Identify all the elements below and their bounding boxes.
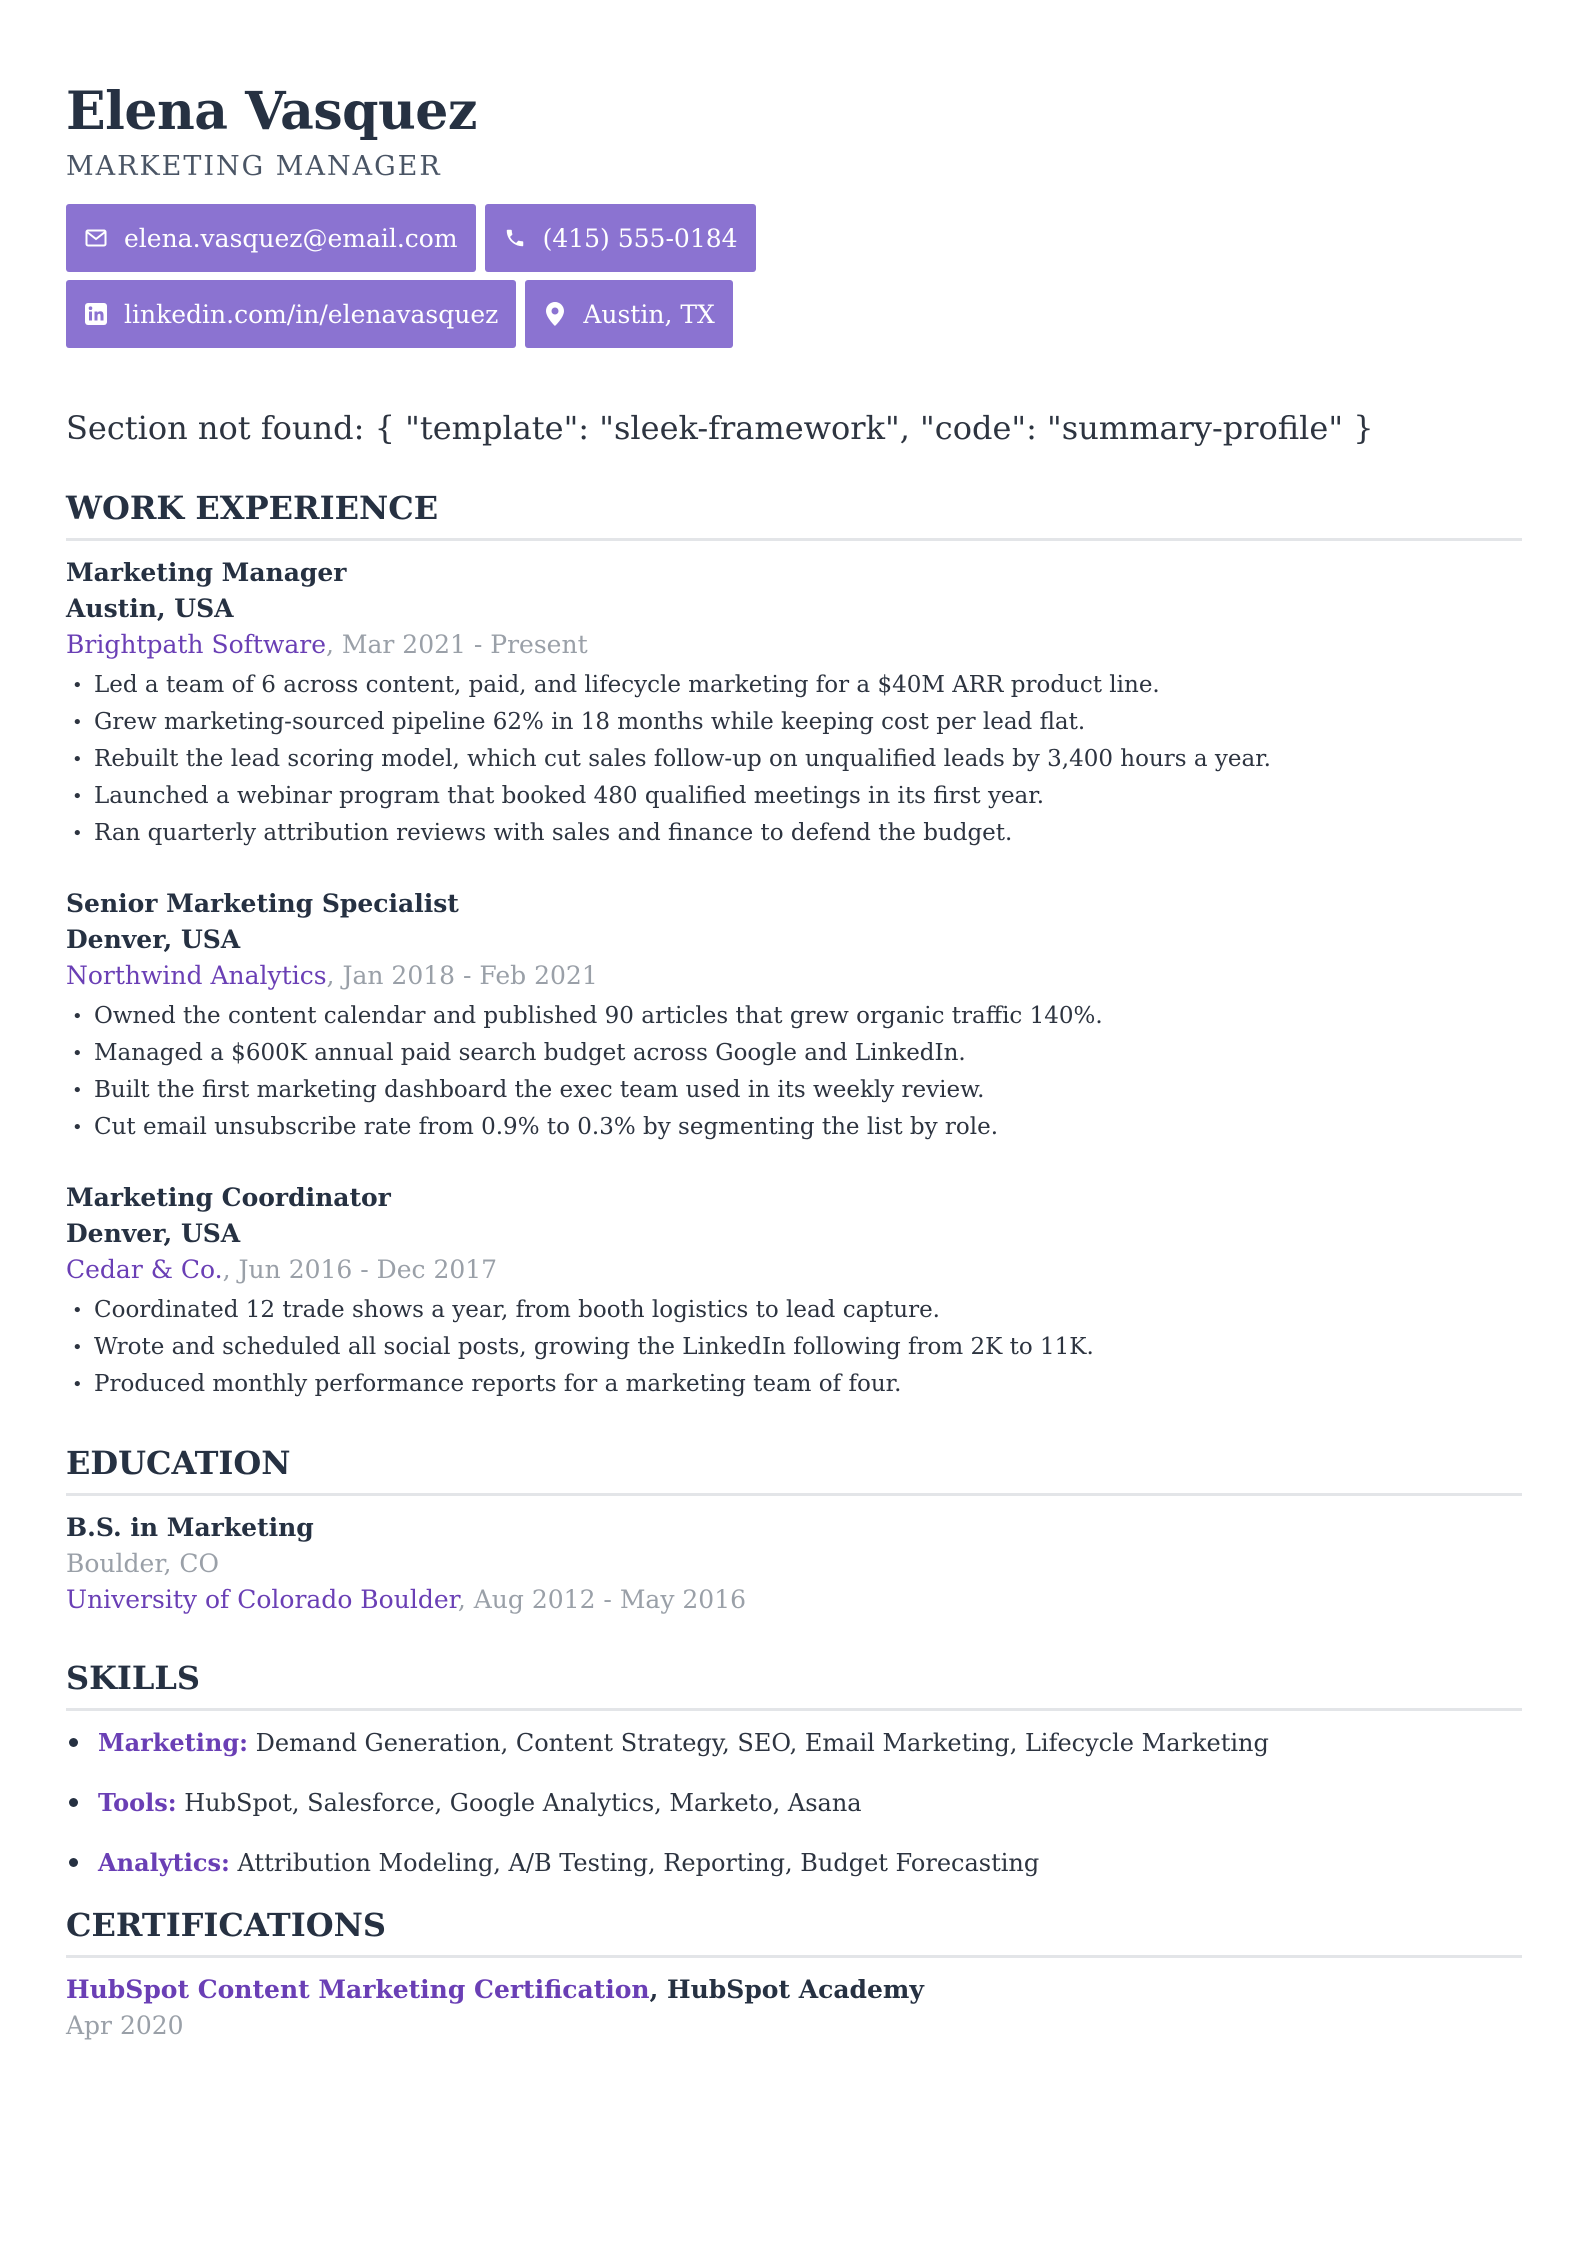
section-title: EDUCATION [66,1443,1522,1496]
bullet-item: • Rebuilt the lead scoring model, which cut sales follow-up on unqualified leads by 3,400 hours a year. [66,741,1522,778]
certifications-section [66,1905,1522,2044]
location-chip[interactable] [525,280,733,348]
degree: B.S. in Marketing [66,1513,314,1542]
section-title: SKILLS [66,1658,1522,1711]
phone-icon [501,224,529,252]
certification-name: HubSpot Content Marketing Certification [66,1975,650,2004]
education-location: Boulder, CO [66,1549,220,1578]
skill-values: Attribution Modeling, A/B Testing, Reporting, Budget Forecasting [237,1849,1040,1877]
job-title: Marketing Coordinator [66,1183,391,1212]
job-entry [66,1180,1522,1403]
skill-category: Tools: [98,1788,177,1817]
bullet-item: • Coordinated 12 trade shows a year, from booth logistics to lead capture. [66,1292,1522,1329]
candidate-role: MARKETING MANAGER [66,151,442,182]
skill-item [66,1725,1522,1761]
bullet-item: • Owned the content calendar and published 90 articles that grew organic traffic 140%. [66,998,1522,1035]
bullet-item: • Produced monthly performance reports for a marketing team of four. [66,1366,1522,1403]
job-company-line: Cedar & Co., Jun 2016 - Dec 2017 [66,1255,498,1284]
job-bullets [66,998,1522,1146]
summary-text: Section not found: { "template": "sleek-framework", "code": "summary-profile" } [66,409,1374,447]
linkedin-text: linkedin.com/in/elenavasquez [124,299,499,329]
job-title: Marketing Manager [66,558,347,587]
candidate-name: Elena Vasquez [66,81,477,142]
job-location: Denver, USA [66,1219,241,1248]
job-dates: Jan 2018 - Feb 2021 [342,961,598,990]
phone-chip[interactable] [485,204,756,272]
skill-category: Marketing: [98,1728,248,1757]
skill-item [66,1785,1522,1821]
bullet-item: • Managed a $600K annual paid search budget across Google and LinkedIn. [66,1035,1522,1072]
education-section [66,1443,1522,1618]
linkedin-chip[interactable] [66,280,516,348]
job-entry [66,555,1522,852]
job-company-line: Northwind Analytics, Jan 2018 - Feb 2021 [66,961,598,990]
job-title: Senior Marketing Specialist [66,889,459,918]
bullet-item: • Built the first marketing dashboard the exec team used in its weekly review. [66,1072,1522,1109]
company-name: Cedar & Co. [66,1255,223,1284]
company-name: Northwind Analytics [66,961,327,990]
job-bullets [66,1292,1522,1403]
section-title: WORK EXPERIENCE [66,488,1522,541]
job-dates: Mar 2021 - Present [341,630,588,659]
certification-date: Apr 2020 [66,2011,184,2040]
email-chip[interactable] [66,204,476,272]
bullet-item: • Ran quarterly attribution reviews with sales and finance to defend the budget. [66,815,1522,852]
phone-text: (415) 555-0184 [542,223,738,253]
location-pin-icon [541,300,569,328]
skills-list [66,1725,1522,1881]
bullet-item: • Cut email unsubscribe rate from 0.9% to 0.3% by segmenting the list by role. [66,1109,1522,1146]
contact-chips [66,204,1166,356]
school-name: University of Colorado Boulder [66,1585,458,1614]
bullet-item: • Wrote and scheduled all social posts, growing the LinkedIn following from 2K to 11K. [66,1329,1522,1366]
skills-section [66,1658,1522,1881]
email-text: elena.vasquez@email.com [124,223,458,253]
certification-issuer: HubSpot Academy [666,1975,924,2004]
job-dates: Jun 2016 - Dec 2017 [238,1255,498,1284]
skill-values: HubSpot, Salesforce, Google Analytics, Marketo, Asana [184,1789,862,1817]
job-bullets [66,667,1522,852]
education-dates: Aug 2012 - May 2016 [473,1585,747,1614]
job-company-line: Brightpath Software, Mar 2021 - Present [66,630,588,659]
work-experience-section [66,488,1522,1403]
mail-icon [82,224,110,252]
section-title: CERTIFICATIONS [66,1905,1522,1958]
skill-category: Analytics: [98,1848,230,1877]
bullet-item: • Grew marketing-sourced pipeline 62% in 18 months while keeping cost per lead flat. [66,704,1522,741]
skill-item [66,1845,1522,1881]
school-line: University of Colorado Boulder, Aug 2012 - May 2016 [66,1585,747,1614]
location-text: Austin, TX [583,299,715,329]
job-location: Denver, USA [66,925,241,954]
company-name: Brightpath Software [66,630,326,659]
bullet-item: • Launched a webinar program that booked 480 qualified meetings in its first year. [66,778,1522,815]
skill-values: Demand Generation, Content Strategy, SEO, Email Marketing, Lifecycle Marketing [255,1729,1269,1757]
bullet-item: • Led a team of 6 across content, paid, and lifecycle marketing for a $40M ARR product line. [66,667,1522,704]
linkedin-icon [82,300,110,328]
job-location: Austin, USA [66,594,234,623]
job-entry [66,886,1522,1146]
certification-line: HubSpot Content Marketing Certification, HubSpot Academy [66,1975,924,2004]
